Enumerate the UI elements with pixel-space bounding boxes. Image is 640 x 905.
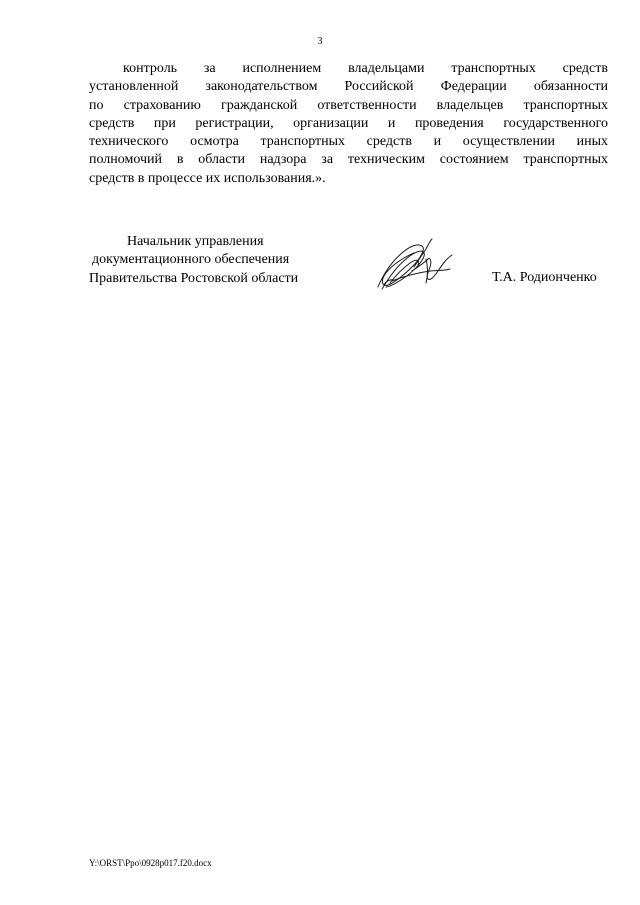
- body-line: средств при регистрации, организации и проведения государственного: [89, 115, 608, 131]
- handwritten-signature: [372, 237, 456, 293]
- body-line: установленной законодательством Российской Федерации обязанности: [89, 79, 608, 95]
- page-number: 3: [317, 36, 323, 47]
- footer-file-path: Y:\ORST\Ppo\0928p017.f20.docx: [89, 858, 212, 868]
- body-paragraph: [89, 60, 608, 188]
- signatory-position-line: Правительства Ростовской области: [89, 270, 299, 286]
- signatory-position: [89, 233, 298, 288]
- signatory-position-line: Начальник управления: [127, 234, 264, 249]
- signatory-position-line: документационного обеспечения: [92, 252, 290, 268]
- body-line: полномочий в области надзора за техническим состоянием транспортных: [89, 152, 608, 168]
- body-line: технического осмотра транспортных средств и осуществлении иных: [89, 134, 608, 150]
- body-line: контроль за исполнением владельцами транспортных средств: [123, 61, 608, 76]
- body-line: по страхованию гражданской ответственности владельцев транспортных: [89, 97, 608, 113]
- body-line: средств в процессе их использования.».: [89, 170, 326, 186]
- signer-name: Т.А. Родионченко: [492, 270, 597, 285]
